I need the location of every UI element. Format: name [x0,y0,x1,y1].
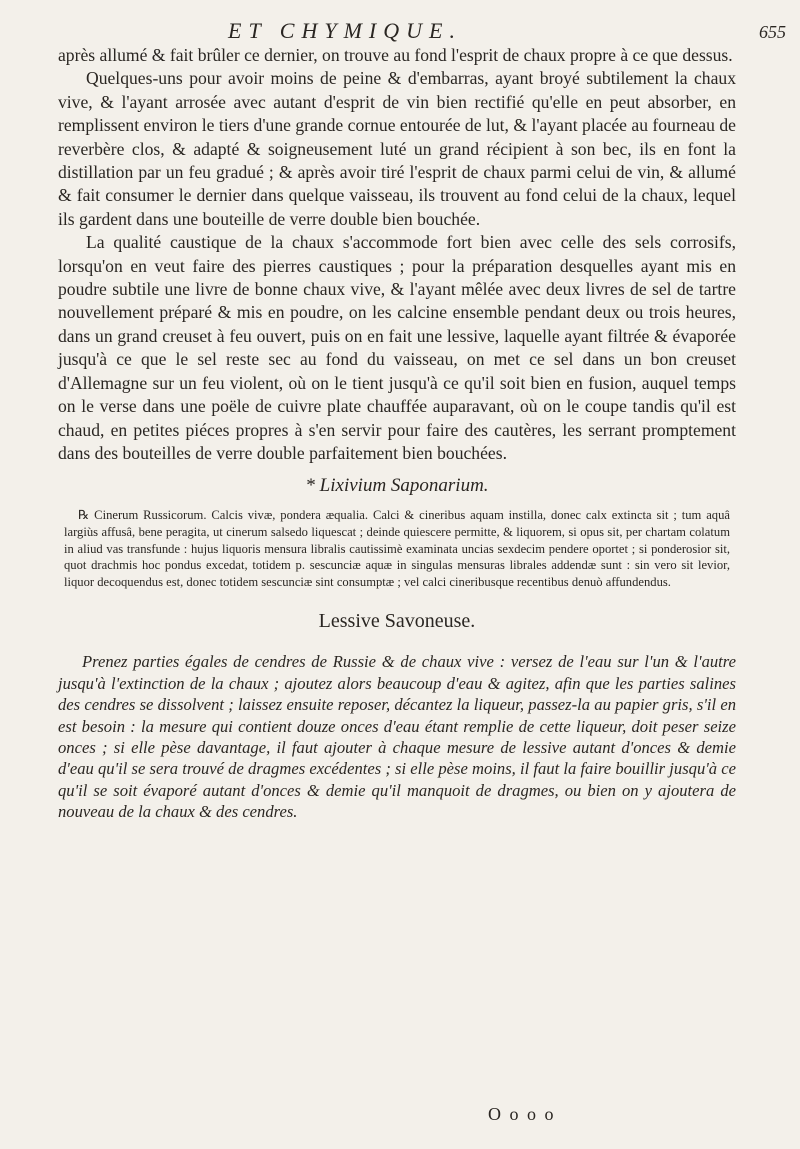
signature-mark: O o o o [488,1104,556,1124]
page-number: 655 [759,22,786,42]
paragraph-pierres-caustiques: La qualité caustique de la chaux s'accommode fort bien avec celle des sels corrosifs, lorsqu'on en veut faire des pierres caustiques ; pour la préparation desquelles ayant mis en poudre subtile une livre de bonne chaux vive, & l'ayant mêlée avec deux livres de sel de tartre nouvellement préparé & mis en poudre, on les calcine ensemble pendant deux ou trois heures, dans un grand creuset à feu ouvert, puis on en fait une lessive, laquelle ayant filtrée & évaporée jusqu'à ce que le sel reste sec au fond du vaisseau, on met ce sel dans un bon creuset d'Allemagne sur un feu violent, où on le tient jusqu'à ce qu'il soit bien en fusion, auquel temps on le verse dans une poële de cuivre plate chauffée auparavant, où on le coupe tandis qu'il est chaud, en petites piéces propres à s'en servir pour faire des cautères, les serrant promptement dans des bouteilles de verre double parfaitement bien bouchées. [58,232,736,463]
recipe-title: * Lixivium Saponarium. [305,475,489,497]
paragraph-esprit-de-chaux: Quelques-uns pour avoir moins de peine & d'embarras, ayant broyé subtilement la chaux vive, & l'ayant arrosée avec autant d'esprit de vin bien rectifié qu'elle en peut absorber, en remplissent environ le tiers d'une grande cornue entourée de lut, & l'ayant placée au fourneau de reverbère clos, & adapté & soigneusement luté un grand récipient à son bec, ils en font la distillation par un feu gradué ; & après avoir tiré l'esprit de chaux parmi celui de vin, & allumé & fait consumer le dernier dans quelque vaisseau, ils trouvent au fond celui de la chaux, lequel ils gardent dans une bouteille de verre double bien bouchée. [58,68,736,229]
recipe-french-heading: Lessive Savoneuse. [318,610,476,633]
page-header [58,10,786,44]
recipe-latin-text: ℞ Cinerum Russicorum. Calcis vivæ, pondera æqualia. Calci & cineribus aquam instilla, donec calx extincta sit ; tum aquâ largiùs affusâ, bene peragita, ut cinerum salsedo liquescat ; deinde quiescere permitte, & liquorem, si opus sit, per chartam colatum in aliud vas transfunde : hujus liquoris mensura libralis cautissimè examinata uncias sexdecim pendere oportet ; si ponderosior sit, quot drachmis hoc pondus excedat, totidem p. sescunciæ aquæ in singulas mensuras librales addendæ sunt : sin vero sit levior, liquor decoquendus est, donec totidem sescunciæ sint consumptæ ; vel calci cineribusque recentibus denuò affundendus. [64,508,730,589]
running-title: ET CHYMIQUE. [228,18,462,43]
paragraph-continuation: après allumé & fait brûler ce dernier, on trouve au fond l'esprit de chaux propre à ce que dessus. [58,45,733,65]
recipe-french-text: Prenez parties égales de cendres de Russie & de chaux vive : versez de l'eau sur l'un & l'autre jusqu'à l'extinction de la chaux ; ajoutez alors beaucoup d'eau & agitez, afin que les parties salines des cendres se dissolvent ; laissez ensuite reposer, décantez la liqueur, passez-la au papier gris, s'il en est besoin : la mesure qui contient douze onces d'eau étant remplie de cette liqueur, doit peser seize onces ; si elle pèse davantage, il faut ajouter à chaque mesure de lessive autant d'onces & demie d'eau qu'il se sera trouvé de dragmes excédentes ; si elle pèse moins, il faut la faire bouillir jusqu'à ce qu'il se soit évaporé autant d'onces & demie qu'il manquoit de dragmes, ou bien on y ajoutera de nouveau de la chaux & des cendres. [58,652,736,822]
body-text [58,44,736,465]
